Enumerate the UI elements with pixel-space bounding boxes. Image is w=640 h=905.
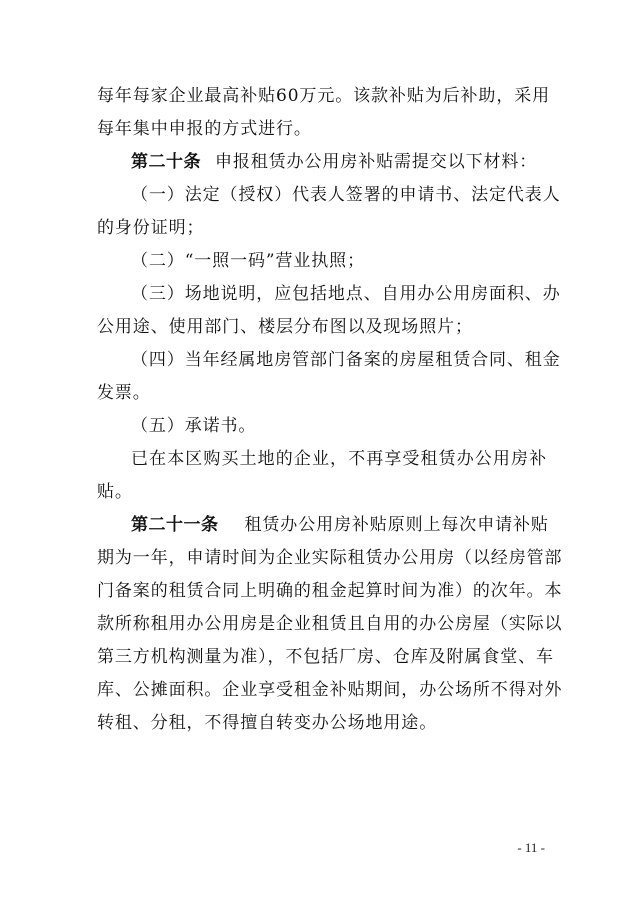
article-line: 期为一年，申请时间为企业实际租赁办公用房（以经房管部 (97, 548, 563, 568)
article-line: 第三方机构测量为准），不包括厂房、仓库及附属食堂、车 (97, 647, 554, 667)
list-item-line: （一）法定（授权）代表人签署的申请书、法定代表人 (131, 185, 561, 205)
list-item (97, 278, 561, 344)
article-intro: 申报租赁办公用房补贴需提交以下材料： (215, 152, 538, 172)
article-21 (97, 509, 563, 740)
list-item-line: 发票。 (97, 383, 151, 403)
paragraph-line: 每年集中申报的方式进行。 (97, 119, 312, 139)
list-item (97, 245, 547, 278)
document-body (97, 80, 563, 740)
list-item-line: 公用途、使用部门、楼层分布图以及现场照片； (97, 317, 473, 337)
article-21-heading-line (97, 509, 547, 542)
article-first-line: 租赁办公用房补贴原则上每次申请补贴 (244, 515, 549, 535)
list-item-line: （三）场地说明，应包括地点、自用办公用房面积、办 (131, 284, 561, 304)
article-note (97, 443, 547, 509)
article-line: 款所称租用办公用房是企业租赁且自用的办公房屋（实际以 (97, 614, 563, 634)
list-item-line: （五）承诺书。 (131, 416, 257, 436)
article-line: 库、公摊面积。企业享受租金补贴期间，办公场所不得对外 (97, 680, 563, 700)
article-20 (97, 146, 561, 509)
list-item (97, 344, 561, 410)
list-item (97, 410, 547, 443)
article-heading: 第二十条 (131, 152, 201, 172)
article-line: 门备案的租赁合同上明确的租金起算时间为准）的次年。本 (97, 581, 563, 601)
list-item-line: 的身份证明； (97, 218, 205, 238)
note-line: 贴。 (97, 482, 133, 502)
article-heading: 第二十一条 (131, 515, 219, 535)
paragraph-subsidy-cap (97, 80, 551, 146)
page-number: - 11 - (517, 840, 545, 855)
list-item (97, 179, 561, 245)
list-item-line: （四）当年经属地房管部门备案的房屋租赁合同、租金 (131, 350, 561, 370)
article-20-heading-line (97, 146, 547, 179)
note-line: 已在本区购买土地的企业，不再享受租赁办公用房补 (131, 449, 547, 469)
list-item-line: （二）“一照一码”营业执照； (131, 251, 365, 271)
paragraph-line: 每年每家企业最高补贴60万元。该款补贴为后补助，采用 (97, 86, 551, 106)
article-line: 转租、分租，不得擅自转变办公场地用途。 (97, 713, 438, 733)
